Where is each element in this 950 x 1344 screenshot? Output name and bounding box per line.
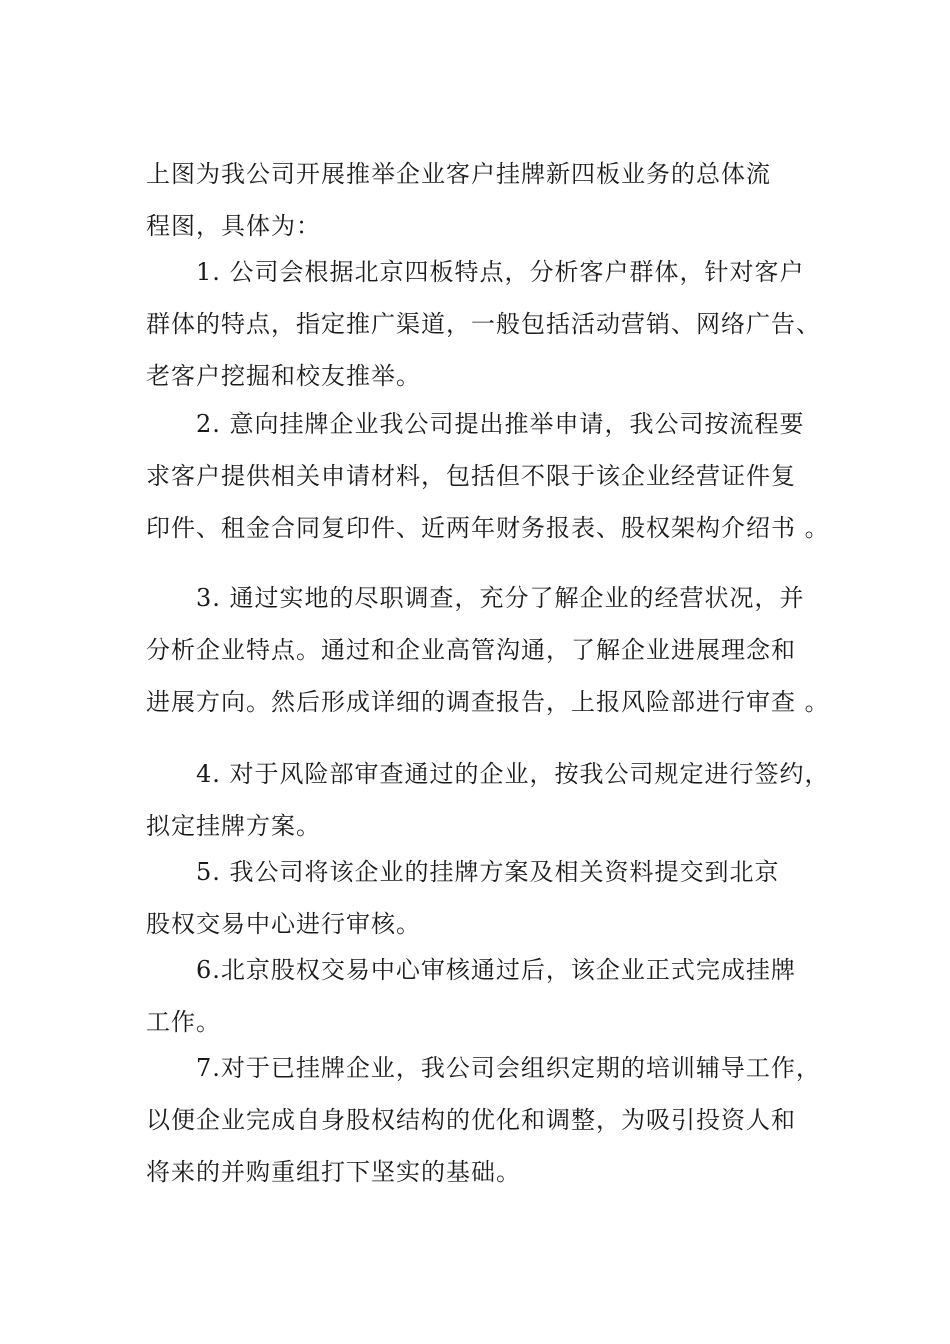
text-line: 工作。 bbox=[146, 1008, 221, 1036]
text-line: 将来的并购重组打下坚实的基础。 bbox=[146, 1158, 521, 1186]
list-item-1 bbox=[146, 246, 821, 402]
list-item-5 bbox=[146, 846, 808, 950]
list-item-2 bbox=[146, 398, 830, 554]
list-item-4 bbox=[146, 748, 830, 852]
text-line: 2. 意向挂牌企业我公司提出推举申请，我公司按流程要 bbox=[196, 410, 805, 438]
text-line: 进展方向。然后形成详细的调查报告，上报风险部进行审查 。 bbox=[146, 688, 830, 716]
text-line: 上图为我公司开展推举企业客户挂牌新四板业务的总体流 bbox=[146, 160, 771, 188]
intro-paragraph bbox=[146, 148, 808, 252]
text-line: 股权交易中心进行审核。 bbox=[146, 910, 421, 938]
text-line: 以便企业完成自身股权结构的优化和调整，为吸引投资人和 bbox=[146, 1106, 796, 1134]
text-line: 求客户提供相关申请材料，包括但不限于该企业经营证件复 bbox=[146, 462, 796, 490]
text-line: 6.北京股权交易中心审核通过后，该企业正式完成挂牌 bbox=[196, 956, 796, 984]
list-item-3 bbox=[146, 572, 830, 728]
text-line: 1. 公司会根据北京四板特点，分析客户群体，针对客户 bbox=[196, 258, 805, 286]
text-line: 印件、租金合同复印件、近两年财务报表、股权架构介绍书 。 bbox=[146, 514, 830, 542]
text-line: 5. 我公司将该企业的挂牌方案及相关资料提交到北京 bbox=[196, 858, 780, 886]
text-line: 程图，具体为： bbox=[146, 212, 321, 240]
text-line: 3. 通过实地的尽职调查，充分了解企业的经营状况，并 bbox=[196, 584, 805, 612]
text-line: 老客户挖掘和校友推举。 bbox=[146, 362, 421, 390]
text-line: 4. 对于风险部审查通过的企业，按我公司规定进行签约， bbox=[196, 760, 830, 788]
text-line: 7.对于已挂牌企业，我公司会组织定期的培训辅导工作， bbox=[196, 1054, 821, 1082]
text-line: 拟定挂牌方案。 bbox=[146, 812, 321, 840]
text-line: 分析企业特点。通过和企业高管沟通，了解企业进展理念和 bbox=[146, 636, 796, 664]
text-line: 群体的特点，指定推广渠道，一般包括活动营销、网络广告、 bbox=[146, 310, 821, 338]
list-item-7 bbox=[146, 1042, 821, 1198]
list-item-6 bbox=[146, 944, 808, 1048]
